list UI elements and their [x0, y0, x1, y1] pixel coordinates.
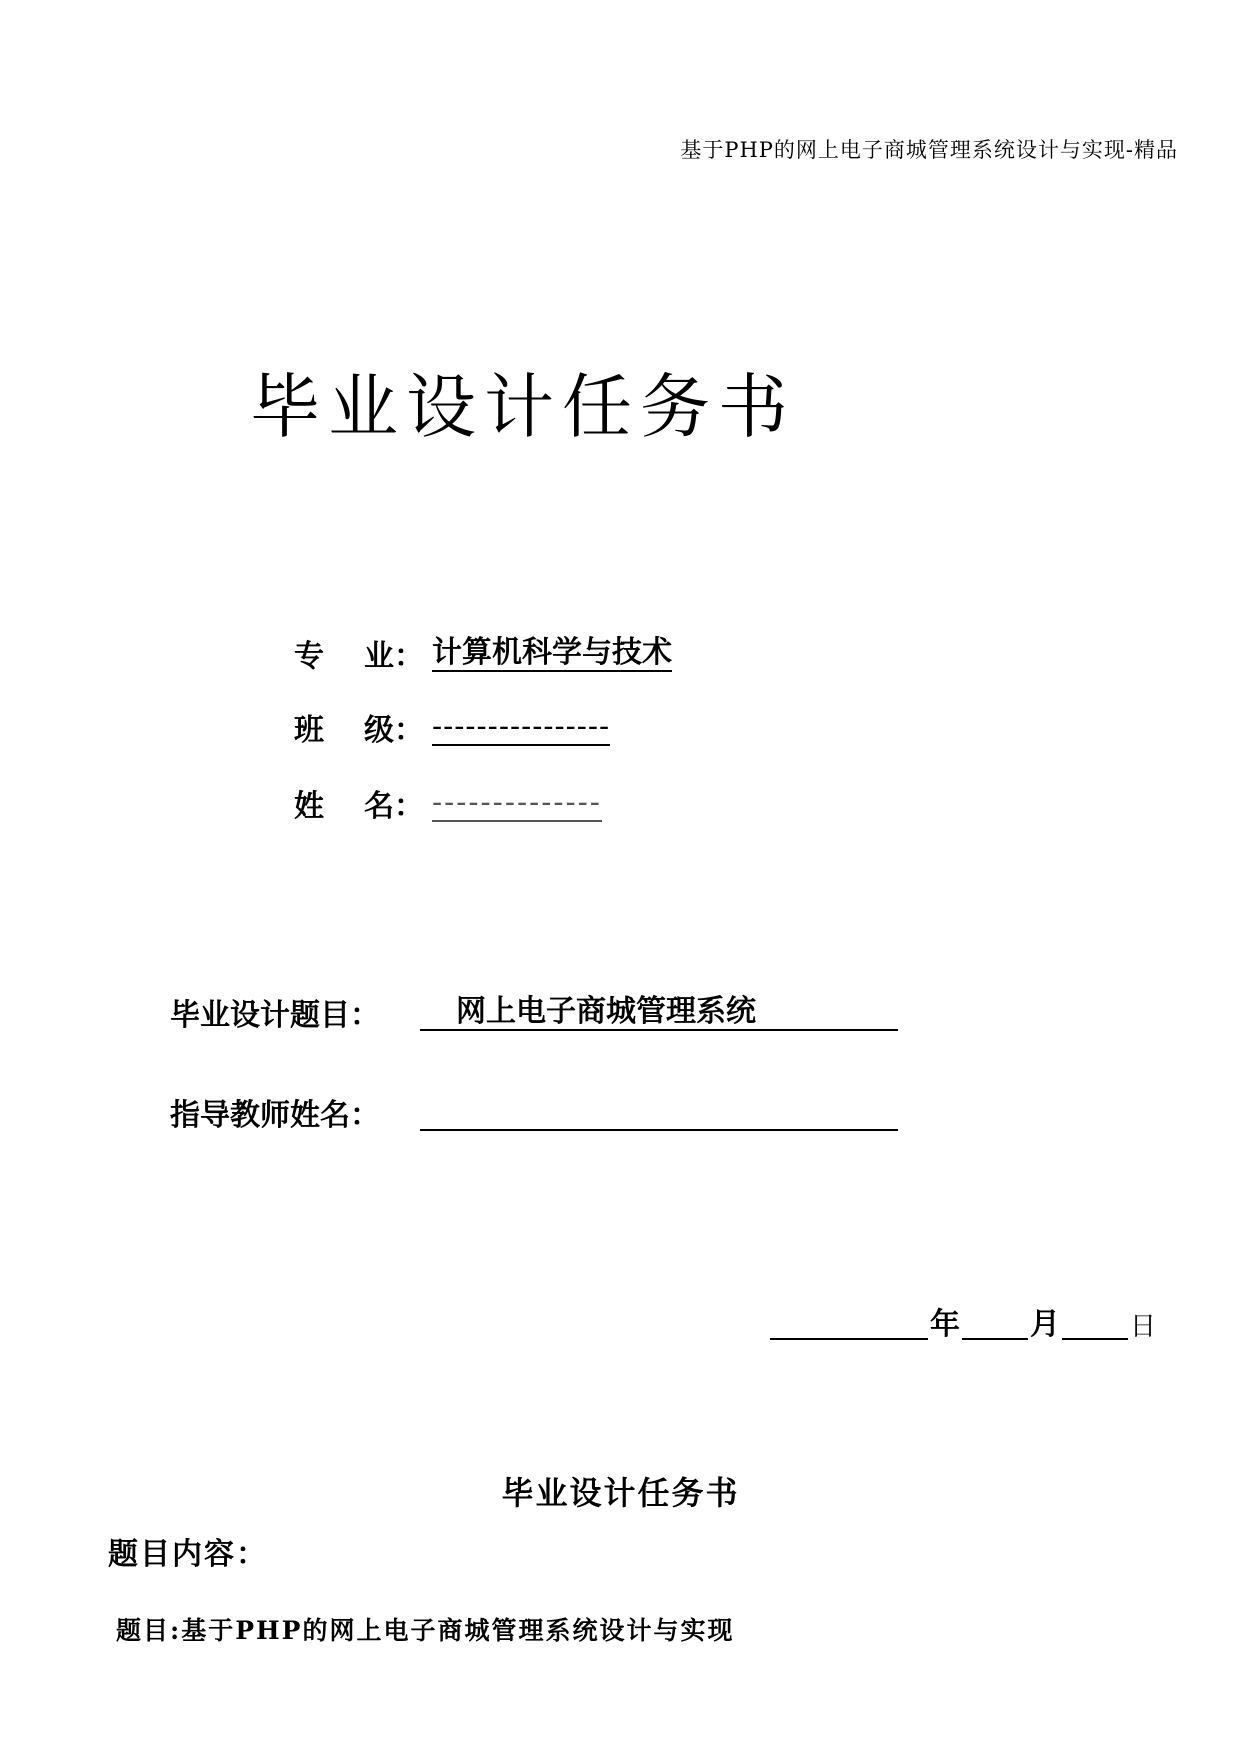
- class-label-first: 班: [294, 713, 324, 748]
- topic-text: 题目:基于PHP的网上电子商城管理系统设计与实现: [116, 1616, 735, 1645]
- topic-label: 毕业设计题目：: [170, 998, 380, 1033]
- major-value: 计算机科学与技术: [432, 635, 672, 670]
- name-label-first: 姓: [294, 789, 324, 824]
- advisor-line-field: [420, 1093, 898, 1131]
- topic-line-field: [420, 993, 898, 1031]
- major-row: [294, 635, 672, 674]
- month-blank: [962, 1304, 1028, 1340]
- name-row: [294, 785, 602, 824]
- advisor-label: 指导教师姓名：: [170, 1098, 380, 1133]
- running-header: 基于PHP的网上电子商城管理系统设计与实现-精品: [680, 138, 1178, 162]
- class-label: [294, 713, 432, 748]
- major-label: [294, 639, 432, 674]
- class-row: [294, 709, 611, 748]
- day-blank: [1062, 1304, 1128, 1340]
- name-label-second: 名：: [364, 789, 424, 824]
- class-value: ----------------: [432, 709, 611, 744]
- name-value: --------------: [432, 785, 602, 820]
- topic-row: [170, 993, 898, 1031]
- advisor-row: [170, 1093, 898, 1131]
- major-label-second: 业：: [364, 639, 424, 674]
- section-title: 毕业设计任务书: [501, 1474, 740, 1512]
- year-label: 年: [930, 1307, 960, 1342]
- class-label-second: 级：: [364, 713, 424, 748]
- month-label: 月: [1030, 1307, 1060, 1342]
- major-label-first: 专: [294, 639, 324, 674]
- content-label: 题目内容：: [108, 1537, 268, 1572]
- date-row: [770, 1304, 1158, 1340]
- year-blank: [770, 1304, 928, 1340]
- name-label: [294, 789, 432, 824]
- cover-title: 毕业设计任务书: [250, 366, 796, 448]
- topic-value: 网上电子商城管理系统: [456, 994, 756, 1029]
- day-label: 日: [1130, 1312, 1157, 1342]
